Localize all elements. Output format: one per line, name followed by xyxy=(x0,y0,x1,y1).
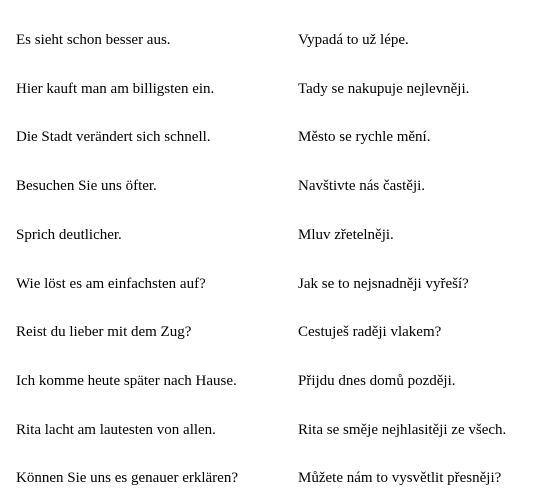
czech-phrase: Tady se nakupuje nejlevněji. xyxy=(298,81,470,97)
german-phrase: Hier kauft man am billigsten ein. xyxy=(16,81,215,97)
czech-phrase: Cestuješ raději vlakem? xyxy=(298,324,442,340)
czech-phrase: Mluv zřetelněji. xyxy=(298,227,394,243)
phrase-row xyxy=(0,274,533,298)
phrase-row xyxy=(0,371,533,395)
german-phrase: Sprich deutlicher. xyxy=(16,227,122,243)
phrase-row xyxy=(0,420,533,444)
german-phrase: Es sieht schon besser aus. xyxy=(16,32,171,48)
german-phrase: Wie löst es am einfachsten auf? xyxy=(16,276,206,292)
phrase-row xyxy=(0,468,533,492)
phrase-row xyxy=(0,322,533,346)
czech-phrase: Vypadá to už lépe. xyxy=(298,32,409,48)
german-phrase: Rita lacht am lautesten von allen. xyxy=(16,422,216,438)
phrase-row xyxy=(0,127,533,151)
czech-phrase: Můžete nám to vysvětlit přesněji? xyxy=(298,470,502,486)
german-phrase: Die Stadt verändert sich schnell. xyxy=(16,129,211,145)
german-phrase: Ich komme heute später nach Hause. xyxy=(16,373,237,389)
czech-phrase: Přijdu dnes domů později. xyxy=(298,373,456,389)
german-phrase: Können Sie uns es genauer erklären? xyxy=(16,470,238,486)
phrase-row xyxy=(0,176,533,200)
czech-phrase: Jak se to nejsnadněji vyřeší? xyxy=(298,276,469,292)
czech-phrase: Město se rychle mění. xyxy=(298,129,431,145)
czech-phrase: Rita se směje nejhlasitěji ze všech. xyxy=(298,422,507,438)
german-phrase: Reist du lieber mit dem Zug? xyxy=(16,324,192,340)
phrase-row xyxy=(0,225,533,249)
german-phrase: Besuchen Sie uns öfter. xyxy=(16,178,157,194)
phrase-row xyxy=(0,30,533,54)
czech-phrase: Navštivte nás častěji. xyxy=(298,178,426,194)
phrase-row xyxy=(0,79,533,103)
